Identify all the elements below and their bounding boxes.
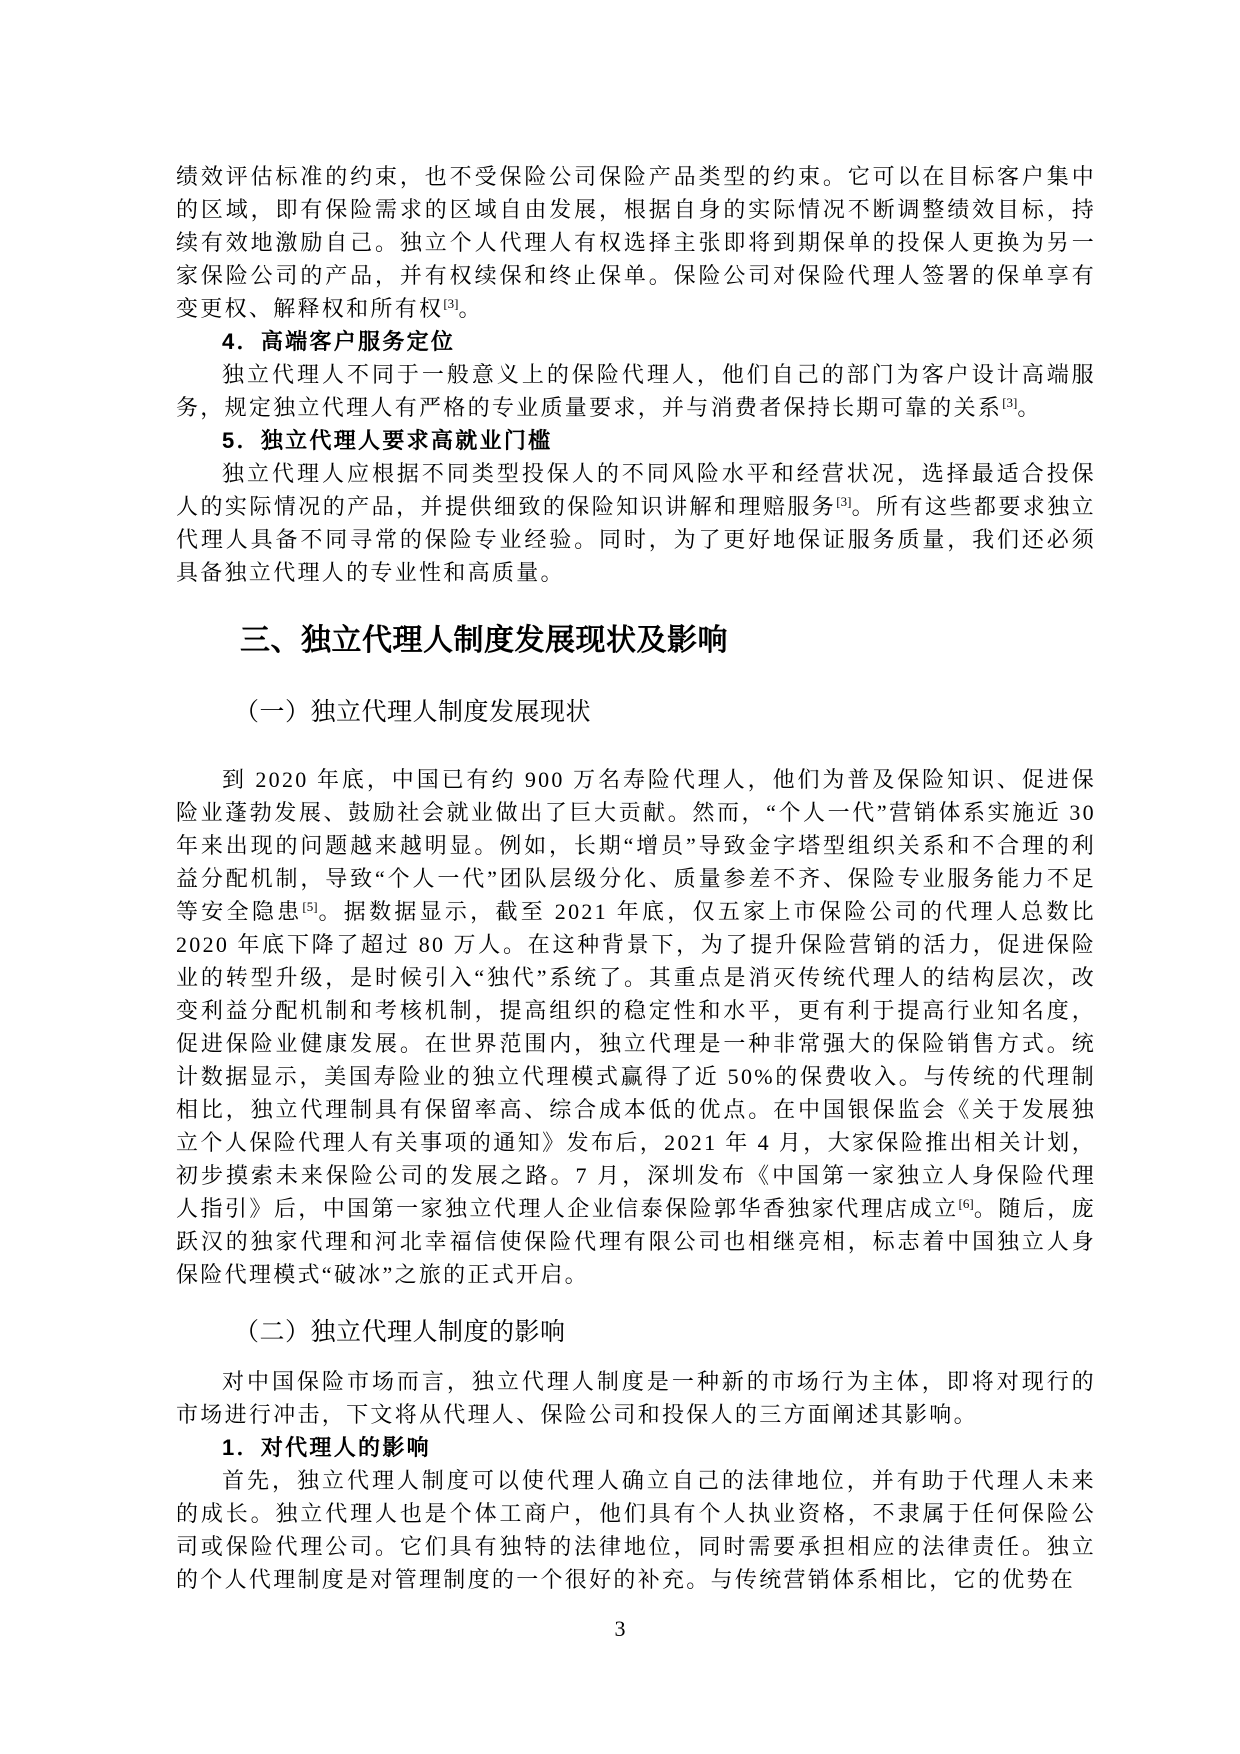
heading-item-5: 5．独立代理人要求高就业门槛 [222,428,553,453]
subsection-heading-1: （一）独立代理人制度发展现状 [234,698,592,726]
subsection-heading-2: （二）独立代理人制度的影响 [234,1318,566,1346]
citation-ref-5: [5] [302,899,318,914]
paragraph-impact-on-agents: 首先，独立代理人制度可以使代理人确立自己的法律地位，并有助于代理人未来的成长。独立代理人也是个体工商户，他们具有个人执业资格，不隶属于任何保险公司或保险代理公司。它们具有独特的法律地位，同时需要承担相应的法律责任。独立的个人代理制度是对管理制度的一个很好的补充。与传统营销体系相比，它的优势在 [176,1468,1096,1592]
paragraph-text: 。随后，庞跃汉的独家代理和河北幸福信使保险代理有限公司也相继亮相，标志着中国独立人身保险代理模式“破冰”之旅的正式开启。 [176,1196,1096,1287]
paragraph-impact-intro: 对中国保险市场而言，独立代理人制度是一种新的市场行为主体，即将对现行的市场进行冲击，下文将从代理人、保险公司和投保人的三方面阐述其影响。 [176,1369,1096,1427]
paragraph-text: 到 2020 年底，中国已有约 900 万名寿险代理人，他们为普及保险知识、促进保险业蓬勃发展、鼓励社会就业做出了巨大贡献。然而，“个人一代”营销体系实施近 30 年来出现的问题越来越明显。例如，长期“增员”导致金字塔型组织关系和不合理的利益分配机制，导致“个人一代”团队层级分化、质量参差不齐、保险专业服务能力不足等安全隐患 [176,767,1096,924]
heading-item-1: 1．对代理人的影响 [222,1435,431,1460]
paragraph-text: 。所有这些都要求独立代理人具备不同寻常的保险专业经验。同时，为了更好地保证服务质量，我们还必须具备独立代理人的专业性和高质量。 [176,494,1096,585]
citation-ref-6: [6] [958,1196,974,1211]
page-number: 3 [614,1616,626,1641]
paragraph-text: 。 [1017,395,1042,420]
paragraph-text: 独立代理人不同于一般意义上的保险代理人，他们自己的部门为客户设计高端服务，规定独立代理人有严格的专业质量要求，并与消费者保持长期可靠的关系 [176,362,1096,420]
paragraph-text: 。 [458,296,483,321]
section-heading-3: 三、独立代理人制度发展现状及影响 [240,624,728,657]
paragraph-text: 。据数据显示，截至 2021 年底，仅五家上市保险公司的代理人总数比 2020 年底下降了超过 80 万人。在这种背景下，为了提升保险营销的活力，促进保险业的转型升级，是时候引入“独代”系统了。其重点是消灭传统代理人的结构层次，改变利益分配机制和考核机制，提高组织的稳定性和水平，更有利于提高行业知名度，促进保险业健康发展。在世界范围内，独立代理是一种非常强大的保险销售方式。统计数据显示，美国寿险业的独立代理模式赢得了近 50%的保费收入。与传统的代理制相比，独立代理制具有保留率高、综合成本低的优点。在中国银保监会《关于发展独立个人保险代理人有关事项的通知》发布后，2021 年 4 月，大家保险推出相关计划，初步摸索未来保险公司的发展之路。7 月，深圳发布《中国第一家独立人身保险代理人指引》后，中国第一家独立代理人企业信泰保险郭华香独家代理店成立 [176,899,1096,1221]
citation-ref-3: [3] [836,494,852,509]
paragraph-highend-service [176,358,1096,424]
paragraph-policy-rights [176,160,1096,325]
paragraph-text: 独立代理人应根据不同类型投保人的不同风险水平和经营状况，选择最适合投保人的实际情况的产品，并提供细致的保险知识讲解和理赔服务 [176,461,1096,519]
citation-ref-3: [3] [443,296,459,311]
paragraph-employment-threshold [176,457,1096,589]
heading-item-4: 4．高端客户服务定位 [222,329,456,354]
paragraph-text: 绩效评估标准的约束，也不受保险公司保险产品类型的约束。它可以在目标客户集中的区域，即有保险需求的区域自由发展，根据自身的实际情况不断调整绩效目标，持续有效地激励自己。独立个人代理人有权选择主张即将到期保单的投保人更换为另一家保险公司的产品，并有权续保和终止保单。保险公司对保险代理人签署的保单享有变更权、解释权和所有权 [176,164,1096,321]
paragraph-development-status [176,763,1096,1291]
citation-ref-3: [3] [1002,395,1018,410]
